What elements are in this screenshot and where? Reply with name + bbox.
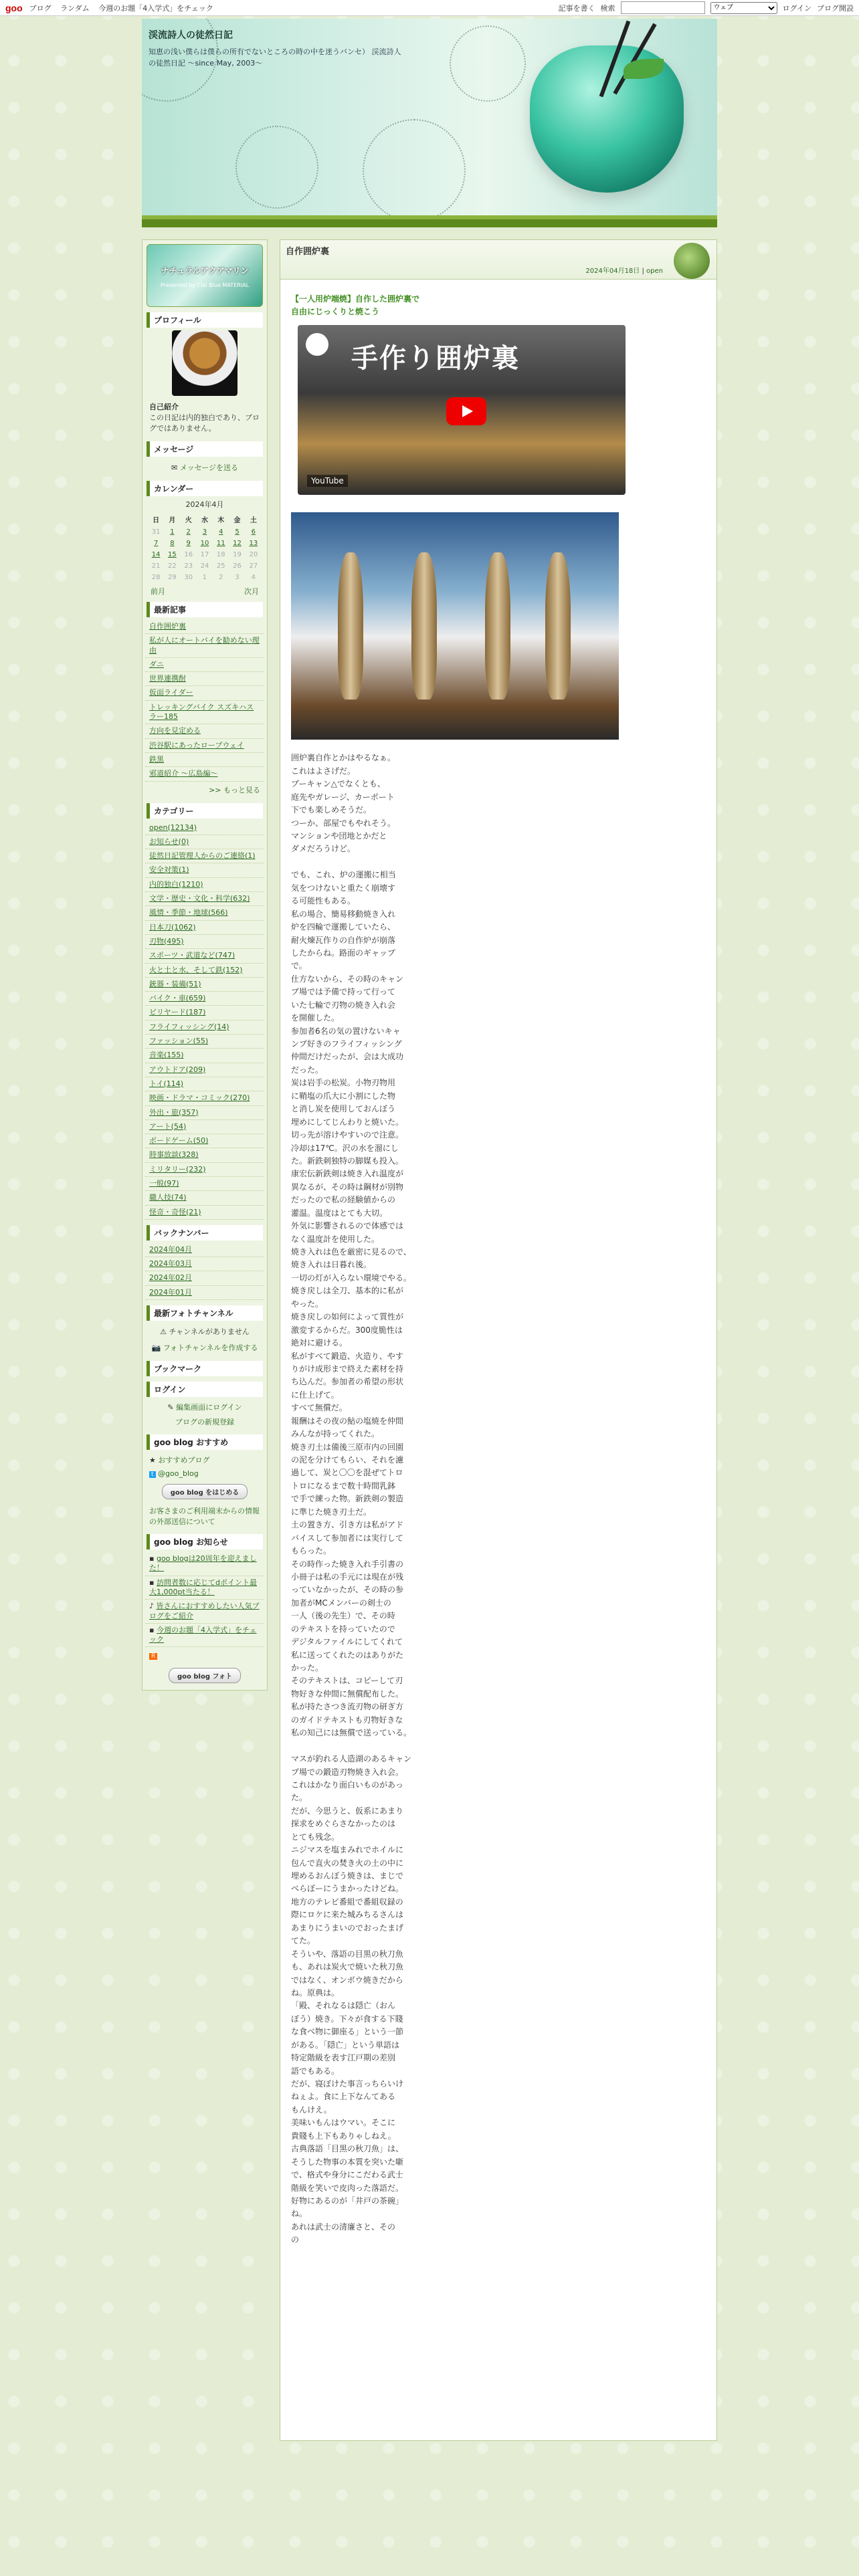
goo-toolbar xyxy=(0,0,859,16)
category-item[interactable]: アート(54) xyxy=(149,1121,187,1131)
category-item[interactable]: 一般(97) xyxy=(149,1178,179,1188)
calendar-day-link[interactable]: 13 xyxy=(249,540,258,547)
blog-thumbnail xyxy=(147,244,263,307)
category-item[interactable]: 音楽(155) xyxy=(149,1051,184,1060)
recent-list xyxy=(145,620,264,782)
admin-login-link[interactable]: 編集画面にログイン xyxy=(176,1403,242,1412)
recent-item[interactable]: 世界連携酎 xyxy=(149,674,186,683)
recent-item[interactable]: 方向を見定める xyxy=(149,726,201,736)
news-item[interactable]: 訪問者数に応じてdポイント最大1,000pt当たる！ xyxy=(149,1578,257,1596)
youtube-logo[interactable]: YouTube xyxy=(307,475,348,487)
news-list xyxy=(145,1552,264,1647)
play-button[interactable] xyxy=(446,397,486,425)
calendar-day: 18 xyxy=(216,551,225,558)
new-blog-link[interactable]: ブログの新規登録 xyxy=(175,1418,234,1427)
bookmark-heading: ブックマーク xyxy=(147,1361,263,1376)
rss-icon[interactable]: R xyxy=(149,1653,157,1660)
message-heading: メッセージ xyxy=(147,441,263,457)
category-item[interactable]: 外出・旅(357) xyxy=(149,1107,199,1117)
photo-channel-heading: 最新フォトチャンネル xyxy=(147,1305,263,1321)
goo-photo-button[interactable]: goo blog フォト xyxy=(169,1668,241,1683)
calendar-day: 1 xyxy=(202,574,207,581)
recent-item[interactable]: ダニ xyxy=(149,659,164,669)
calendar-day: 2 xyxy=(219,574,223,581)
calendar-day: 27 xyxy=(249,562,258,570)
calendar-day: 3 xyxy=(235,574,240,581)
category-item[interactable]: 怪奇・奇怪(21) xyxy=(149,1207,201,1216)
send-message-link[interactable]: メッセージを送る xyxy=(179,463,239,472)
backnumber-item[interactable]: 2024年03月 xyxy=(149,1259,192,1269)
calendar-day-link[interactable]: 4 xyxy=(219,528,223,536)
category-item[interactable]: open(12134) xyxy=(149,823,197,832)
fish-skewer xyxy=(411,552,437,700)
category-list xyxy=(145,821,264,1220)
calendar-day-link[interactable]: 5 xyxy=(235,528,240,536)
category-item[interactable]: 安全対策(1) xyxy=(149,865,189,875)
recent-item[interactable]: 自作囲炉裏 xyxy=(149,622,186,631)
post-body xyxy=(280,280,650,2260)
category-item[interactable]: 徒然日記管理人からのご連絡(1) xyxy=(149,851,256,861)
twitter-icon: t xyxy=(149,1471,156,1478)
category-item[interactable]: トイ(114) xyxy=(149,1079,184,1088)
search-input[interactable] xyxy=(621,1,705,14)
lace-decoration xyxy=(235,126,318,209)
calendar-day-link[interactable]: 10 xyxy=(200,540,209,547)
search-scope-select[interactable] xyxy=(710,2,777,14)
category-item[interactable]: ファッション(55) xyxy=(149,1037,209,1046)
calendar-month: 2024年4月 xyxy=(185,500,224,509)
calendar-day-link[interactable]: 6 xyxy=(251,528,256,536)
post-title[interactable]: 自作囲炉裏 xyxy=(286,247,330,257)
news-item[interactable]: 今週のお題「4入学式」をチェック xyxy=(149,1625,257,1644)
main-content xyxy=(280,239,717,2441)
calendar-day: 16 xyxy=(184,551,193,558)
fish-skewer xyxy=(545,552,571,700)
sidebar xyxy=(142,239,268,1691)
calendar-day-link[interactable]: 1 xyxy=(170,528,175,536)
music-icon: ♪ xyxy=(149,1602,155,1611)
category-item[interactable]: アウトドア(209) xyxy=(149,1065,206,1074)
category-item[interactable]: 風情・季節・地球(566) xyxy=(149,908,228,918)
recommend-link[interactable]: おすすめブログ xyxy=(158,1456,210,1465)
lace-decoration xyxy=(450,25,526,102)
calendar-day: 19 xyxy=(233,551,242,558)
recent-item[interactable]: 私が人にオートバイを勧めない理由 xyxy=(149,636,260,655)
category-heading: カテゴリー xyxy=(147,803,263,819)
start-blog-button[interactable]: goo blog をはじめる xyxy=(162,1484,248,1499)
blog-description: 知恵の浅い僕らは僕らの所有でないところの時の中を迷うバンセ） 渓流詩人の徒然日記 〜since May, 2003〜 xyxy=(149,47,401,68)
nav-blog[interactable]: ブログ xyxy=(29,3,52,13)
login-heading: ログイン xyxy=(147,1382,263,1397)
calendar-day: 23 xyxy=(184,562,193,570)
category-item[interactable]: お知らせ(0) xyxy=(149,837,189,846)
fish-skewer xyxy=(485,552,510,700)
category-item[interactable]: 映画・ドラマ・コミック(270) xyxy=(149,1093,250,1103)
recent-item[interactable]: 邪道紹介 〜広島編〜 xyxy=(149,769,218,778)
category-item[interactable]: ミリタリー(232) xyxy=(149,1164,206,1174)
category-item[interactable]: 刃物(495) xyxy=(149,936,184,946)
category-item[interactable]: 文学・歴史・文化・科学(632) xyxy=(149,894,250,903)
camera-icon: 📷 xyxy=(151,1344,161,1353)
category-item[interactable]: バイク・車(659) xyxy=(149,994,206,1003)
warning-icon: ⚠ xyxy=(160,1327,167,1337)
calendar-day-link[interactable]: 9 xyxy=(186,540,191,547)
calendar-day-link[interactable]: 15 xyxy=(168,551,177,558)
info-icon: ▪ xyxy=(149,1554,155,1564)
calendar-day: 30 xyxy=(184,574,193,581)
recent-item[interactable]: 仮面ライダー xyxy=(149,688,193,697)
search-label: 検索 xyxy=(600,3,615,13)
calendar-table xyxy=(148,512,262,583)
pencil-icon: ✎ xyxy=(167,1403,174,1412)
backnumber-item[interactable]: 2024年01月 xyxy=(149,1287,192,1297)
category-item[interactable]: フライフィッシング(14) xyxy=(149,1022,229,1031)
prev-month-link[interactable]: 前月 xyxy=(151,587,165,596)
gift-icon: ▪ xyxy=(149,1578,155,1587)
backnumber-heading: バックナンバー xyxy=(147,1225,263,1241)
envelope-icon: ✉ xyxy=(171,463,178,472)
twitter-link[interactable]: @goo_blog xyxy=(158,1469,199,1479)
calendar-day: 31 xyxy=(151,528,161,536)
calendar-day: 22 xyxy=(168,562,177,570)
thumbnail-title: ナチュラルアクアマリン xyxy=(161,266,249,276)
news-item[interactable]: goo blogは20周年を迎えました！ xyxy=(149,1554,257,1573)
post-lead: 【一人用炉端焼】自作した囲炉裏で 自由にじっくりと焼こう xyxy=(291,294,420,317)
calendar-day-link[interactable]: 8 xyxy=(170,540,175,547)
weekday: 水 xyxy=(201,517,208,524)
fish-skewer xyxy=(338,552,363,700)
calendar-day: 28 xyxy=(151,574,161,581)
weekday: 金 xyxy=(233,517,241,524)
calendar-day-link[interactable]: 2 xyxy=(186,528,191,536)
weekday: 火 xyxy=(185,517,192,524)
recent-item[interactable]: 鉄黒 xyxy=(149,754,164,764)
more-posts-link[interactable]: >> もっと見る xyxy=(209,785,260,794)
calendar-heading: カレンダー xyxy=(147,481,263,496)
create-photo-channel-link[interactable]: フォトチャンネルを作成する xyxy=(163,1344,258,1353)
intro-body: この日記は内的独白であり、ブログではありません。 xyxy=(149,413,260,433)
backnumber-list xyxy=(145,1243,264,1300)
category-item[interactable]: 内的独白(1210) xyxy=(149,879,203,889)
intro-label: 自己紹介 xyxy=(149,403,179,411)
calendar-day-link[interactable]: 3 xyxy=(202,528,207,536)
next-month-link[interactable]: 次月 xyxy=(244,587,259,596)
blog-start-link[interactable]: ブログ開設 xyxy=(817,3,854,13)
post-text: 囲炉裏自作とかはやるなぁ。 これはよさげだ。 ブーキャン△でなくとも、 庭先やガレージ、カーポート 下でも楽しめそうだ。 つーか、部屋でもやれそう。 マンションや団地とかだと ダメだろうけど。 でも、これ、炉の運搬に相当 気をつけないと重たく崩壊す る可能性もある。 私の場合、簡易移動焼き入れ 炉を四輪で運搬していたら、 耐火煉瓦作りの自作炉が崩落 したからね。路面のギャップ で。 仕方ないから、その時のキャン プ場では予備で持って行って いた七輪で刃物の焼き入れ会 を開催した。 参加者6名の気の置けないキャ ンプ好きのフライフィッシング 仲間だけだったが、会は大成功 だった。 炭は岩手の松炭。小物刃物用 に鞘塩の爪大に小割にした物 と消し炭を使用しておんぼう 埋めにしてじんわりと焼いた。 切っ先が溶けやすいので注意。 冷却は17℃。沢の水を溜にし た。新鉄刺独特の脚媒も投入。 康宏伝新鉄剣は焼き入れ温度が 異なるが、その時は鋼材が別物 だったので私の経験値からの 灌温。温度はとても大切。 外気に影響されるので体感では なく温度計を使用した。 焼き入れは色を厳密に見るので、 焼き入れは日暮れ後。 一切の灯が入らない環境でやる。 焼き戻しは全刀、基本的に私が やった。 焼き戻しの如何によって質性が 激変するからだ。300度脆性は 絶対に避ける。 私がすべて鍛造、火造り、やす りがけ成形まで終えた素材を持 ち込んだ。参加者の希望の形状 に仕上げて。 すべて無償だ。 報酬はその夜の鮎の塩焼を仲間 みんなが持ってくれた。 焼き刃土は備後三原市内の回園 の泥を分けてもらい、それを濾 過して、炭と〇〇を混ぜてトロ トロになるまで数十時間乳鉢 で手で練った物。新鉄剣の製造 に準じた焼き刃土だ。 土の置き方、引き方は私がアド バイスして参加者には実行して もらった。 その時作った焼き入れ手引書の 小冊子は私の手元には現在が残 っていなかったが、その時の参 加者がMCメンバーの剣士の 一人（後の先生）で、その時 のテキストを持っていたので デジタルファイルにしてくれて 私に送ってくれたのはありがた かった。 そのテキストは、コピーして刃 物好きな仲間に無償配布した。 私が持たさつき流刃物の研ぎ方 のガイドテキストも刃物好きな 私の知己には無償で送っている。 マスが釣れる人造湖のあるキャン プ場での鍛造刃物焼き入れ会。 これはかなり面白いものがあった。 だが、今思うと、仮系にあまり 探求をめぐらさなかったのは とても残念。 ニジマスを塩まみれでホイルに 包んで直火の焚き火の土の中に 埋めるおんぼう焼きは、まじで べらぼーにうまかったけどね。 地方のテレビ番組で番組収録の 際にロケに来た城みちるさんは あまりにうまいのでおったまげ てた。 そういや、落語の目黒の秋刀魚 も、あれは炭火で焼いた秋刀魚 ではなく、オンボウ焼きだから ね。原典は。 「殿、それなるは隠亡（おん ぼう）焼き。下々が食する下賤 な食べ物に御座る」という一節 がある。「隠亡」という単語は 特定階級を表す江戸期の差別 語でもある。 だが、寝ぼけた事言っちらいけ ねぇよ。食に上下なんてある もんけえ。 美味いもんはウマい。そこに 貴賤も上下もありゃしねえ。 古典落語「目黒の秋刀魚」は、 そうした物事の本質を突いた噺 で、格式や身分にこだわる武士 階級を笑いで皮肉った落語だ。 好物にあるのが「井戸の茶碗」 ね。 あれは武士の清廉さと、その の xyxy=(291,753,412,2245)
category-item[interactable]: 火と土と水、そして鉄(152) xyxy=(149,965,243,974)
login-link[interactable]: ログイン xyxy=(782,3,812,13)
calendar-day: 17 xyxy=(200,551,209,558)
write-article-link[interactable]: 記事を書く xyxy=(558,3,595,13)
calendar-day: 26 xyxy=(233,562,242,570)
profile-text xyxy=(145,399,264,436)
blog-title[interactable]: 渓流詩人の徒然日記 xyxy=(149,30,233,41)
category-item[interactable]: 日本刀(1062) xyxy=(149,922,196,932)
weekday: 月 xyxy=(169,517,176,524)
channel-avatar xyxy=(306,333,328,356)
people-icon: ▪ xyxy=(149,1625,155,1634)
calendar-day: 25 xyxy=(216,562,225,570)
weekday: 木 xyxy=(217,517,225,524)
backnumber-item[interactable]: 2024年02月 xyxy=(149,1273,192,1283)
recent-item[interactable]: 渋谷駅にあったロープウェイ xyxy=(149,740,244,750)
calendar-day-link[interactable]: 11 xyxy=(216,540,225,547)
goo-logo[interactable]: goo xyxy=(5,2,23,13)
calendar-day: 4 xyxy=(251,574,256,581)
leaf-decoration-icon xyxy=(674,243,710,279)
post-meta: 2024年04月18日 | open xyxy=(585,267,663,275)
calendar-day: 24 xyxy=(200,562,209,570)
category-item[interactable]: ビリヤード(187) xyxy=(149,1008,206,1017)
post-header xyxy=(280,240,717,280)
calendar-day-link[interactable]: 14 xyxy=(151,551,161,558)
category-item[interactable]: 職人技(74) xyxy=(149,1193,187,1202)
external-info-link[interactable]: お客さまのご利用端末からの情報の外部送信について xyxy=(149,1507,260,1527)
weekday: 日 xyxy=(153,517,160,524)
thumbnail-subtitle: Presented by Ciel Blue MATERIAL xyxy=(160,282,250,288)
category-item[interactable]: 銃器・装備(51) xyxy=(149,979,201,988)
lace-decoration xyxy=(363,119,466,222)
calendar-day: 29 xyxy=(168,574,177,581)
calendar-day: 21 xyxy=(151,562,161,570)
profile-heading: プロフィール xyxy=(147,312,263,328)
youtube-embed[interactable] xyxy=(298,325,626,495)
category-item[interactable]: ボードゲーム(50) xyxy=(149,1136,209,1146)
no-channel-text: チャンネルがありません xyxy=(169,1327,250,1337)
header-stripe xyxy=(142,215,717,219)
blog-header xyxy=(142,19,717,227)
recommend-heading: goo blog おすすめ xyxy=(147,1434,263,1450)
avatar xyxy=(172,330,237,396)
nav-theme[interactable]: 今週のお題「4入学式」をチェック xyxy=(98,3,213,13)
post-date[interactable]: 2024年04月18日 xyxy=(585,267,640,275)
recent-heading: 最新記事 xyxy=(147,602,263,617)
news-heading: goo blog お知らせ xyxy=(147,1534,263,1549)
star-icon: ★ xyxy=(149,1456,156,1465)
grill-photo xyxy=(291,512,619,740)
nav-random[interactable]: ランダム xyxy=(60,3,90,13)
video-title: 手作り囲炉裏 xyxy=(351,343,520,374)
news-item[interactable]: 皆さんにおすすめしたい人気ブログをご紹介 xyxy=(149,1602,260,1620)
recent-item[interactable]: トレッキングバイク スズキハスラー185 xyxy=(149,702,254,722)
calendar-day: 20 xyxy=(249,551,258,558)
backnumber-item[interactable]: 2024年04月 xyxy=(149,1245,192,1254)
weekday: 土 xyxy=(250,517,257,524)
calendar-day-link[interactable]: 7 xyxy=(153,540,159,547)
calendar-day-link[interactable]: 12 xyxy=(233,540,242,547)
post-category[interactable]: open xyxy=(646,267,663,275)
category-item[interactable]: 時事放談(328) xyxy=(149,1150,199,1160)
category-item[interactable]: スポーツ・武道など(747) xyxy=(149,951,235,960)
